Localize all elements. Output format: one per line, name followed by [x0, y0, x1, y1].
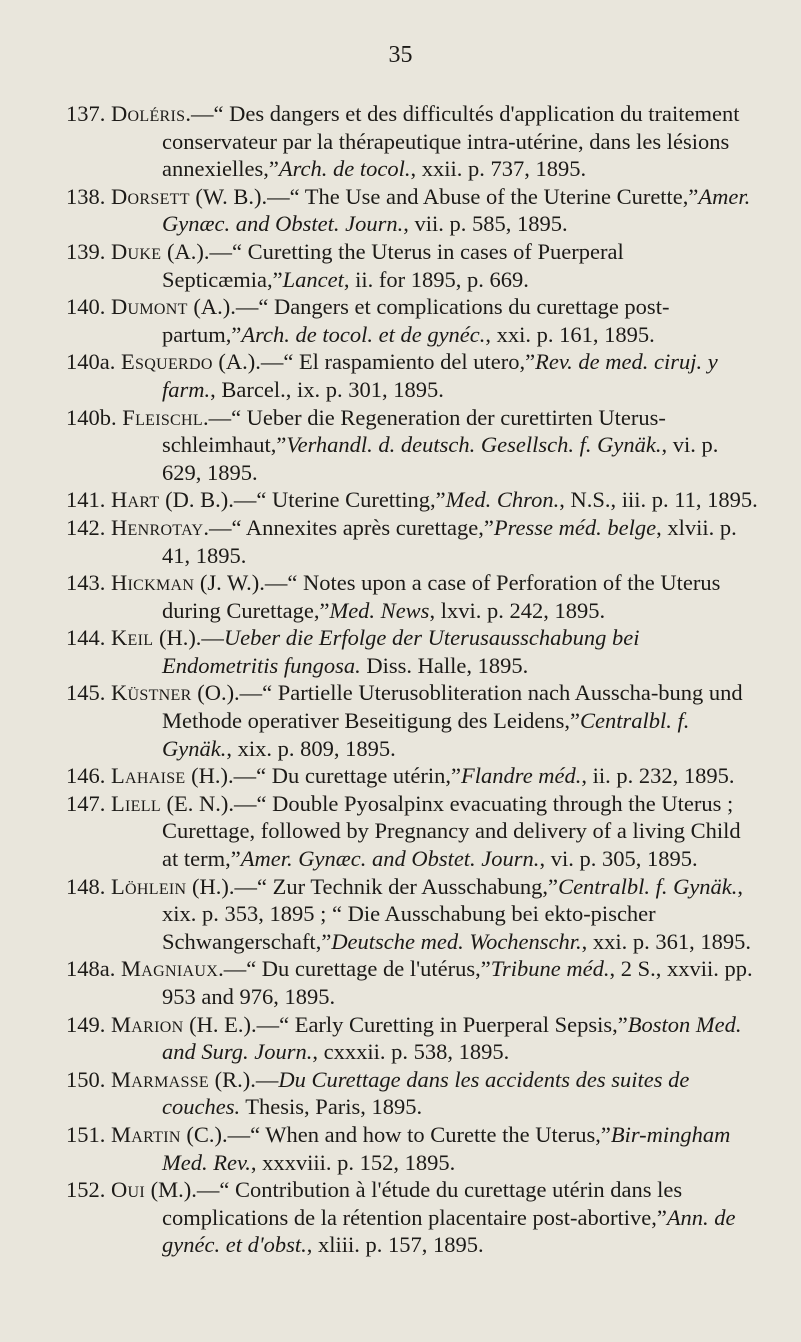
entry-author: Duke	[111, 238, 162, 264]
entry-title: .—“ Annexites après curettage,”	[203, 514, 494, 540]
entry-author: Dorsett	[111, 183, 190, 209]
entry-citation: , cxxxii. p. 538, 1895.	[312, 1039, 510, 1065]
entry-citation: , 2 S., xxvii. pp. 953 and 976, 1895.	[162, 956, 753, 1009]
entry-citation: , xliii. p. 157, 1895.	[306, 1232, 484, 1258]
entry-title: (O.).—“ Partielle Uterusobliteration nach Ausscha-bung und Methode operativer Beseitigung des Leidens,”	[162, 680, 743, 734]
entry-number: 140.	[66, 294, 111, 320]
entry-number: 144.	[66, 625, 111, 651]
bibliography-list	[0, 100, 801, 1259]
entry-title: (J. W.).—“ Notes upon a case of Perforation of the Uterus during Curettage,”	[162, 570, 721, 623]
entry-number: 149.	[66, 1011, 111, 1037]
entry-title: (H.).—“ Du curettage utérin,”	[185, 763, 462, 789]
entry-author: Keil	[111, 625, 154, 651]
entry-journal: Amer. Gynæc. and Obstet. Journ.	[240, 846, 540, 872]
entry-journal: Med. News	[329, 597, 430, 623]
entry-author: Doléris	[111, 101, 186, 126]
entry-citation: , Barcel., ix. p. 301, 1895.	[210, 376, 444, 402]
entry-citation: , N.S., iii. p. 11, 1895.	[559, 487, 758, 513]
entry-journal: Presse méd. belge	[493, 514, 657, 540]
entry-journal: Lancet	[282, 266, 344, 292]
entry-journal: Deutsche med. Wochenschr.	[331, 928, 582, 954]
entry-number: 143.	[66, 570, 111, 596]
entry-title: (A.).—“ Curetting the Uterus in cases of Puerperal Septicæmia,”	[161, 238, 624, 292]
entry-author: Magniaux	[121, 956, 219, 982]
bibliography-entry	[0, 514, 801, 569]
entry-citation: , ii. p. 232, 1895.	[581, 763, 735, 789]
entry-number: 139.	[66, 238, 111, 264]
entry-number: 145.	[66, 680, 111, 706]
entry-citation: Diss. Halle, 1895.	[360, 652, 529, 678]
entry-citation: , xxxviii. p. 152, 1895.	[250, 1149, 456, 1175]
entry-citation: , xxi. p. 361, 1895.	[581, 928, 752, 954]
entry-journal: Verhandl. d. deutsch. Gesellsch. f. Gynäk.	[286, 432, 662, 458]
bibliography-entry	[0, 569, 801, 624]
entry-title: (D. B.).—“ Uterine Curetting,”	[159, 487, 446, 513]
bibliography-entry	[0, 348, 801, 403]
entry-author: Lahaise	[111, 763, 186, 789]
entry-journal: Amer. Gynæc. and Obstet. Journ.	[162, 183, 751, 237]
entry-citation: , lxvi. p. 242, 1895.	[429, 597, 606, 623]
bibliography-entry	[0, 790, 801, 873]
entry-title: (C.).—“ When and how to Curette the Uterus,”	[180, 1121, 611, 1147]
entry-title: (A.).—“ El raspamiento del utero,”	[212, 349, 536, 375]
entry-author: Henrotay	[111, 514, 204, 540]
entry-citation: , vi. p. 629, 1895.	[162, 432, 719, 485]
bibliography-entry	[0, 293, 801, 348]
bibliography-entry	[0, 1066, 801, 1121]
bibliography-entry	[0, 404, 801, 487]
bibliography-entry	[0, 679, 801, 762]
entry-citation: , xix. p. 809, 1895.	[226, 735, 396, 761]
entry-author: Esquerdo	[121, 349, 213, 375]
entry-author: Marmasse	[111, 1066, 209, 1092]
entry-journal: Flandre méd.	[461, 763, 582, 789]
entry-title: (W. B.).—“ The Use and Abuse of the Uterine Curette,”	[189, 183, 699, 209]
entry-author: Dumont	[111, 294, 188, 320]
entry-author: Liell	[111, 790, 161, 816]
entry-citation: , xlvii. p. 41, 1895.	[162, 514, 737, 568]
entry-author: Küstner	[111, 680, 192, 706]
entry-author: Fleischl	[122, 404, 203, 430]
bibliography-entry	[0, 183, 801, 238]
entry-journal: Bir-mingham Med. Rev.	[162, 1121, 731, 1175]
entry-citation: Thesis, Paris, 1895.	[240, 1094, 423, 1120]
entry-number: 148.	[66, 873, 111, 899]
entry-citation: , vii. p. 585, 1895.	[403, 211, 568, 237]
page-number: 35	[388, 42, 413, 68]
entry-number: 148a.	[66, 956, 121, 982]
entry-number: 138.	[66, 183, 111, 209]
entry-title: (A.).—“ Dangers et complications du curettage post-partum,”	[162, 294, 670, 347]
bibliography-entry	[0, 100, 801, 183]
bibliography-entry	[0, 1121, 801, 1176]
entry-citation: , vi. p. 305, 1895.	[539, 846, 698, 872]
bibliography-entry	[0, 1176, 801, 1259]
entry-title: .—“ Ueber die Regeneration der curettirten Uterus-schleimhaut,”	[162, 404, 666, 458]
entry-number: 140a.	[66, 349, 121, 375]
entry-number: 137.	[66, 101, 111, 126]
entry-journal: Arch. de tocol.	[278, 156, 411, 182]
entry-number: 152.	[66, 1177, 111, 1203]
entry-number: 140b.	[66, 404, 123, 430]
entry-journal: Rev. de med. ciruj. y farm.	[162, 349, 718, 402]
entry-author: Marion	[111, 1011, 184, 1037]
bibliography-entry	[0, 873, 801, 956]
entry-number: 142.	[66, 514, 111, 540]
entry-journal: Centralbl. f. Gynäk.	[162, 708, 690, 761]
entry-author: Löhlein	[111, 873, 187, 899]
entry-number: 146.	[66, 763, 111, 789]
entry-number: 141.	[66, 487, 111, 513]
entry-journal: Tribune méd.	[490, 956, 610, 982]
entry-citation: , xix. p. 353, 1895 ; “ Die Ausschabung bei ekto-pischer Schwangerschaft,”	[162, 873, 744, 954]
entry-citation: , ii. for 1895, p. 669.	[343, 266, 529, 292]
entry-citation: , xxi. p. 161, 1895.	[485, 321, 655, 347]
entry-title: (M.).—“ Contribution à l'étude du curettage utérin dans les complications de la rétention placentaire post-abortive,”	[145, 1177, 683, 1230]
bibliography-entry	[0, 238, 801, 293]
entry-journal: Ueber die Erfolge der Uterusausschabung bei Endometritis fungosa.	[162, 625, 640, 678]
entry-number: 150.	[66, 1066, 111, 1092]
entry-title: .—“ Du curettage de l'utérus,”	[218, 956, 491, 982]
entry-title: .—“ Des dangers et des difficultés d'application du traitement conservateur par la thérapeutique intra-utérine, dans les lésions annexielles,”	[162, 101, 740, 182]
bibliography-entry	[0, 486, 801, 514]
entry-journal: Boston Med. and Surg. Journ.	[162, 1011, 742, 1065]
entry-journal: Med. Chron.	[445, 487, 560, 513]
entry-title: (H.).—“ Zur Technik der Ausschabung,”	[186, 873, 559, 899]
entry-journal: Arch. de tocol. et de gynéc.	[241, 321, 486, 347]
bibliography-entry	[0, 762, 801, 790]
entry-author: Hickman	[111, 570, 195, 596]
bibliography-entry	[0, 1011, 801, 1066]
bibliography-entry	[0, 624, 801, 679]
bibliography-entry	[0, 955, 801, 1010]
entry-author: Hart	[111, 487, 160, 513]
entry-title: (E. N.).—“ Double Pyosalpinx evacuating through the Uterus ; Curettage, followed by Pregnancy and delivery of a living Child at term,”	[160, 790, 741, 872]
entry-journal: Ann. de gynéc. et d'obst.	[162, 1204, 736, 1258]
entry-number: 147.	[66, 790, 111, 816]
entry-title: (R.).—	[208, 1066, 279, 1092]
entry-citation: , xxii. p. 737, 1895.	[410, 156, 587, 182]
entry-title: (H.).—	[153, 625, 224, 651]
entry-author: Oui	[111, 1177, 146, 1203]
entry-journal: Centralbl. f. Gynäk.	[558, 873, 738, 899]
entry-title: (H. E.).—“ Early Curetting in Puerperal Sepsis,”	[183, 1011, 628, 1037]
entry-number: 151.	[66, 1121, 111, 1147]
entry-journal: Du Curettage dans les accidents des suites de couches.	[162, 1066, 690, 1120]
entry-author: Martin	[111, 1121, 181, 1147]
